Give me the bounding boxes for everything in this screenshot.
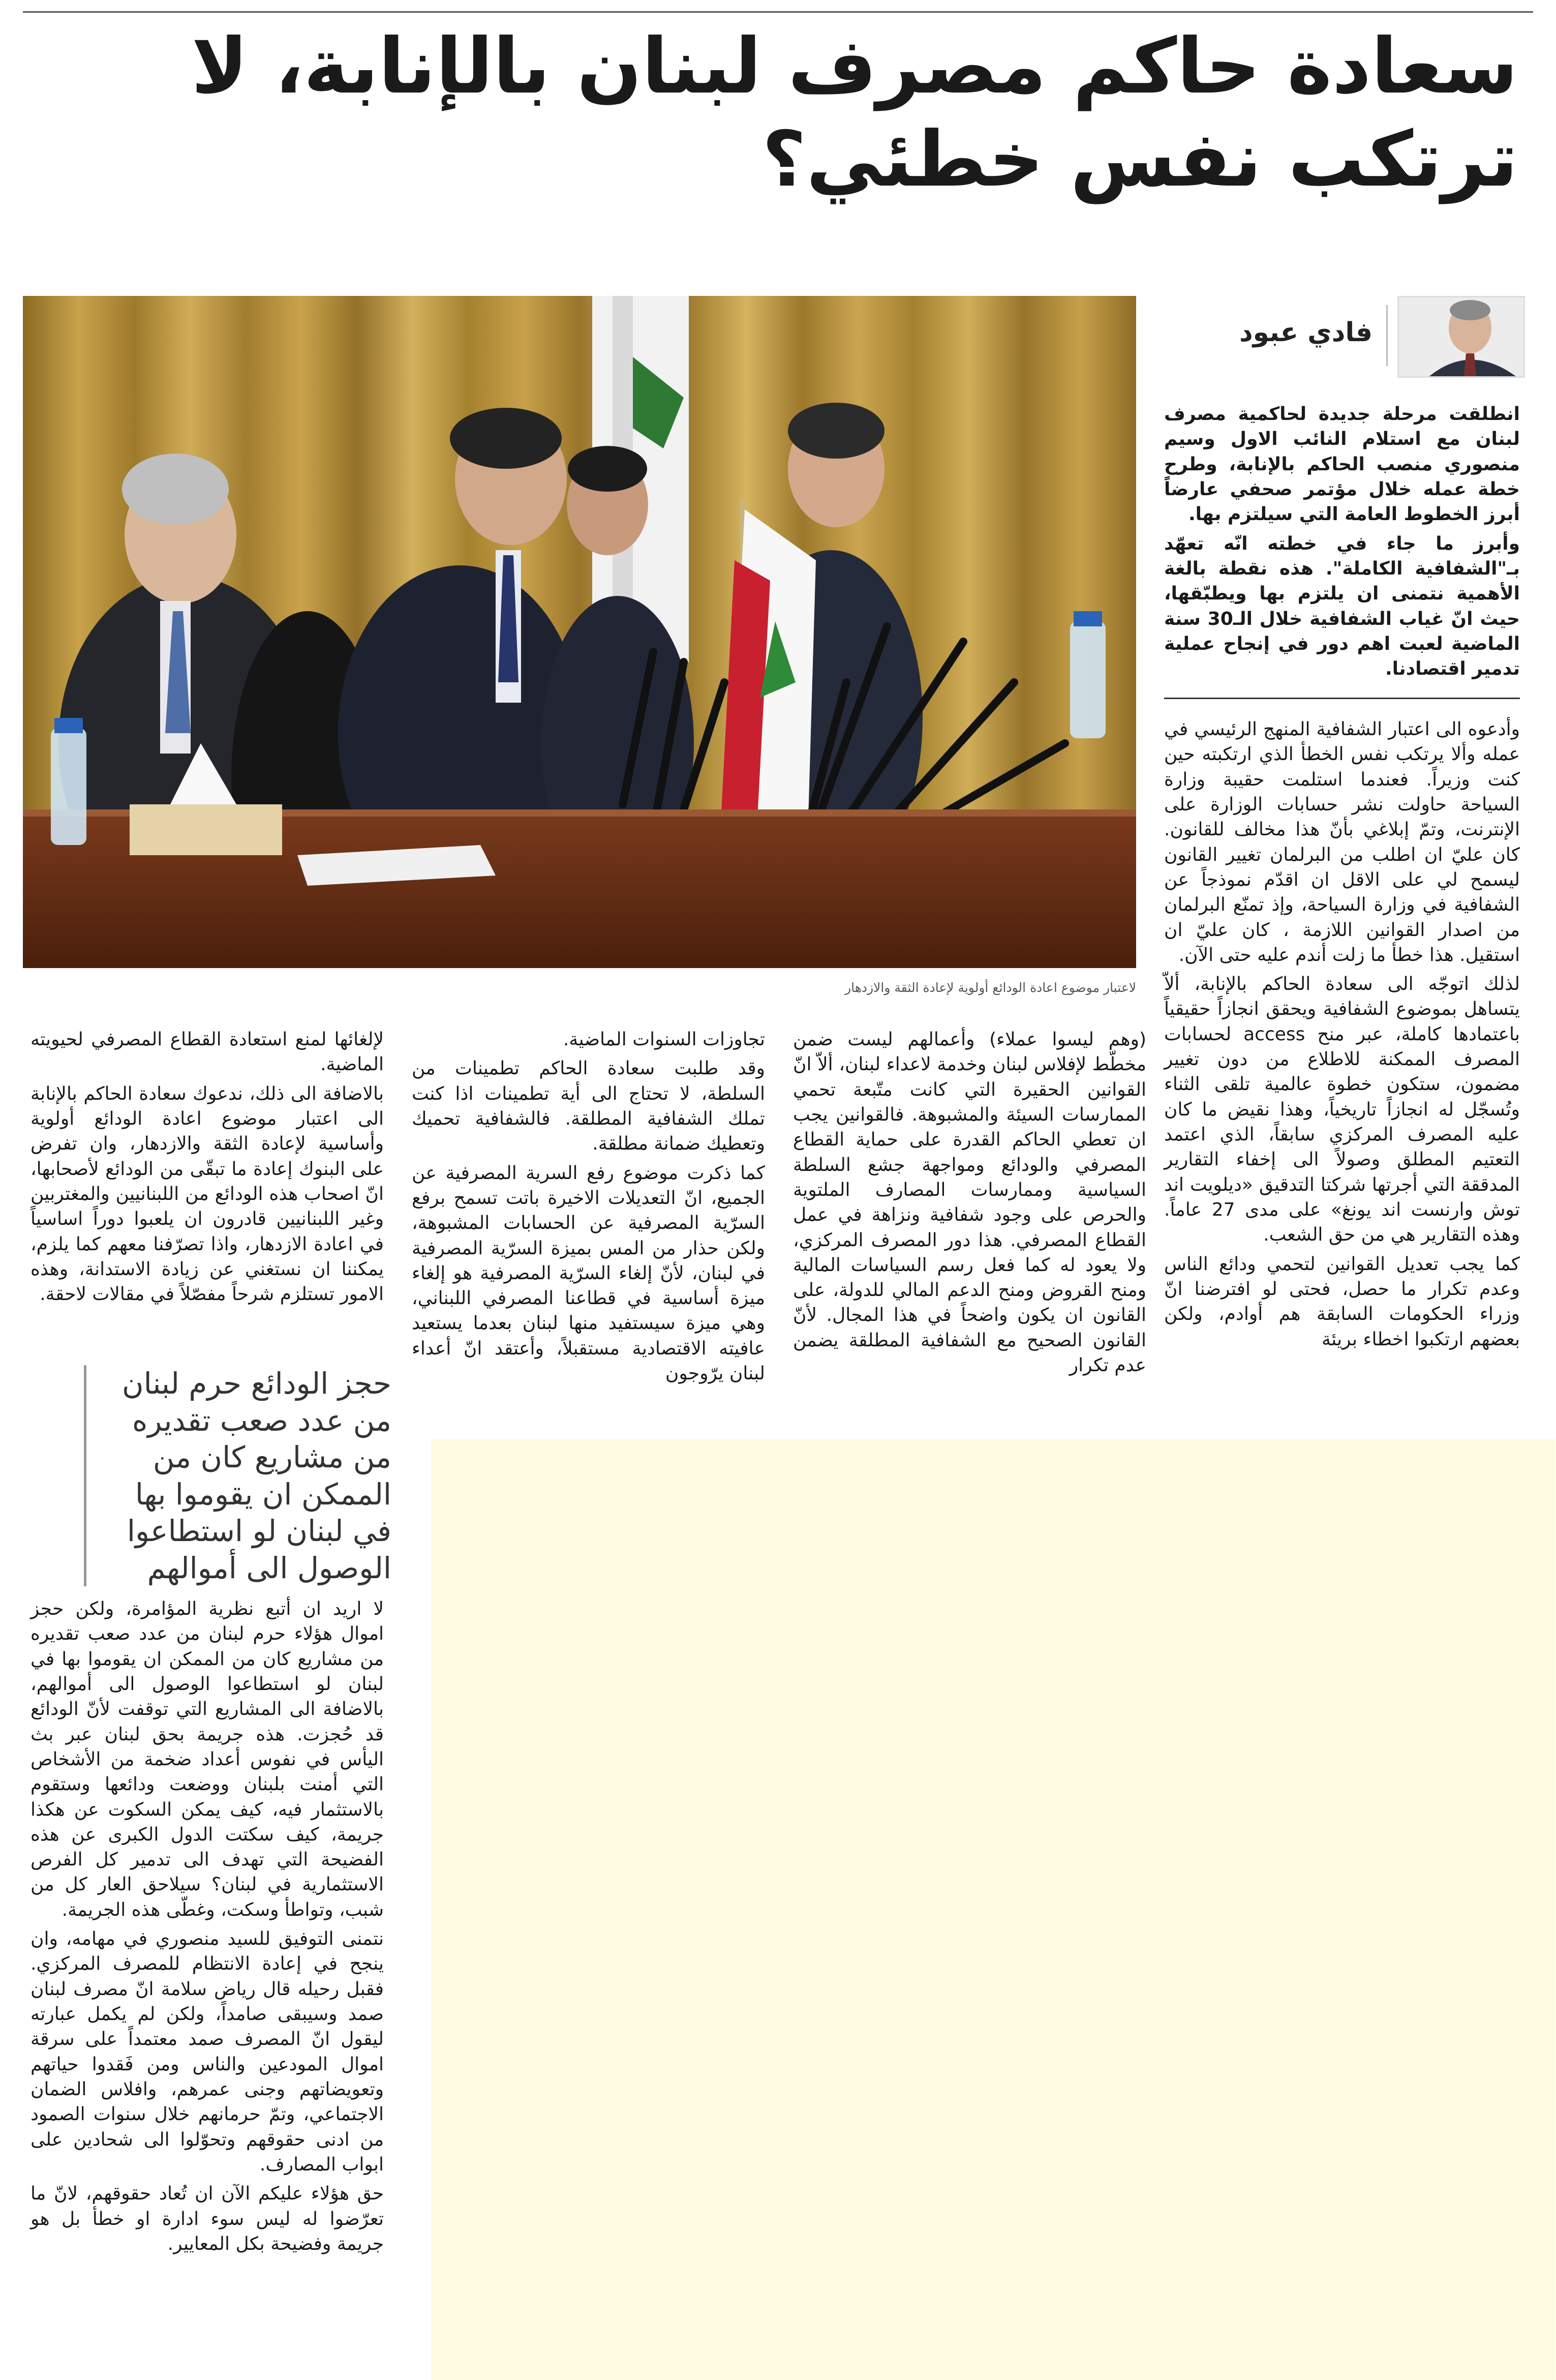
paragraph: لا اريد ان أتبع نظرية المؤامرة، ولكن حجز اموال هؤلاء حرم لبنان من عدد صعب تقديره من مشاريع كان من الممكن ان يقوموا بها في لبنان لو استطاعوا الوصول الى أموالهم، بالاضافة الى المشاريع التي توقفت لأنّ الودائع قد حُجزت. هذه جريمة بحق لبنان عبر بث اليأس في نفوس أعداد ضخمة من الأشخاص التي أمنت بلبنان ووضعت ودائعها وستقوم بالاستثمار فيه، كيف يمكن السكوت عن هكذا جريمة، كيف سكتت الدول الكبرى عن هذه الفضيحة التي تهدف الى تدمير كل الفرص الاستثمارية في لبنان؟ سيلاحق العار كل من شبب، وتواطأ وسكت، وغطّى هذه الجريمة. <box>30 1599 384 1920</box>
lead-divider <box>1164 698 1520 699</box>
paragraph: (وهم ليسوا عملاء) وأعمالهم ليست ضمن مخطّط لإفلاس لبنان وخدمة لاعداء لبنان، ألاّ انّ القوانين الحقيرة التي كانت متّبعة تحمي الممارسات السيئة والمشبوهة. فالقوانين يجب ان تعطي الحاكم القدرة على حماية القطاع المصرفي والودائع ومواجهة جشع السلطة السياسية وممارسات المصارف الملتوية والحرص على وجود شفافية ونزاهة في عمل القطاع المصرفي. هذا دور المصرف المركزي، ولا يعود له كما فعل رسم السياسات المالية ومنح القروض ومنح الدعم المالي للدولة، على القانون ان يكون واضحاً في هذا المجال. لأنّ القانون الصحيح مع الشفافية المطلقة يضمن عدم تكرار <box>793 1029 1146 1376</box>
column-mid-right <box>793 1027 1146 1382</box>
pull-quote: حجز الودائع حرم لبنان من عدد صعب تقديره من مشاريع كان من الممكن ان يقوموا بها في لبنان لو استطاعوا الوصول الى أموالهم <box>84 1365 391 1586</box>
paragraph: نتمنى التوفيق للسيد منصوري في مهامه، وان ينجح في إعادة الانتظام للمصرف المركزي. فقبل رحيله قال رياض سلامة انّ مصرف لبنان صمد وسيبقى صامداً، ولكن لم يكمل عبارته ليقول انّ المصرف صمد معتمداً على سرقة اموال المودعين والناس ومن فَقدوا حياتهم وتعويضاتهم وجنى عمرهم، وافلاس الضمان الاجتماعي، وتمّ حرمانهم خلال سنوات الصمود من ادنى حقوقهم وتحوّلوا الى شحادين على ابواب المصارف. <box>30 1929 384 2175</box>
headline: سعادة حاكم مصرف لبنان بالإنابة، لا ترتكب نفس خطئي؟ <box>191 22 1518 204</box>
paragraph: كما يجب تعديل القوانين لتحمي ودائع الناس وعدم تكرار ما حصل، فحتى لو افترضنا انّ وزراء الحكومات السابقة هم أوادم، ولكن بعضهم ارتكبوا اخطاء بريئة <box>1164 1253 1520 1350</box>
photo-caption: لاعتبار موضوع اعادة الودائع أولوية لإعادة الثقة والازدهار <box>845 980 1136 995</box>
highlight-panel <box>431 1439 1555 2380</box>
column-mid-left <box>412 1027 765 1390</box>
paragraph: لإلغائها لمنع استعادة القطاع المصرفي لحيويته الماضية. <box>30 1029 384 1075</box>
lead-paragraph <box>1164 402 1520 685</box>
author-name: فادي عبود <box>1239 317 1372 348</box>
press-conference-photo <box>23 296 1136 968</box>
paragraph: وقد طلبت سعادة الحاكم تطمينات من السلطة، لا تحتاج الى أية تطمينات اذا كنت تملك الشفافية المطلقة. فالشفافية تحميك وتعطيك ضمانة مطلقة. <box>412 1058 765 1155</box>
top-rule <box>23 11 1533 13</box>
column-right <box>1164 717 1520 1356</box>
lead-text-1: انطلقت مرحلة جديدة لحاكمية مصرف لبنان مع استلام النائب الاول وسيم منصوري منصب الحاكم بالإنابة، وطرح خطة عمله خلال مؤتمر صحفي عارضاً أبرز الخطوط العامة التي سيلتزم بها. <box>1164 404 1520 525</box>
author-photo <box>1397 296 1525 378</box>
column-left-bottom <box>30 1596 384 2261</box>
author-byline <box>1149 296 1525 377</box>
paragraph: حق هؤلاء عليكم الآن ان تُعاد حقوقهم، لانّ ما تعرّضوا له ليس سوء ادارة او خطأ بل هو جريمة وفضيحة بكل المعايير. <box>30 2183 384 2254</box>
paragraph: بالاضافة الى ذلك، ندعوك سعادة الحاكم بالإنابة الى اعتبار موضوع اعادة الودائع أولوية وأساسية لإعادة الثقة والازدهار، وان تفرض على البنوك إعادة ما تبقّى من الودائع لأصحابها، انّ اصحاب هذه الودائع من اللبنانيين والمغتربين وغير اللبنانيين قادرون ان يلعبوا دوراً اساسياً في اعادة الازدهار، واذا تصرّفنا معهم كما يلزم، يمكننا ان نستغني عن زيادة الاستدانة، وهذه الامور تستلزم شرحاً مفصّلاً في مقالات لاحقة. <box>30 1083 384 1305</box>
column-left <box>30 1027 384 1311</box>
paragraph: لذلك اتوجّه الى سعادة الحاكم بالإنابة، ألاّ يتساهل بموضوع الشفافية ويحقق انجازاً حقيقياً باعتمادها كاملة، عبر منح access لحسابات المصرف الممكنة للاطلاع من دون تغيير مضمون، ستكون خطوة عالمية تلقى الثناء وتُسجّل له انجازاً تاريخياً، وهذا نقيض ما كان عليه المصرف المركزي سابقاً، الذي اعتمد التعتيم المطلق وصولاً الى إخفاء التقارير المدققة التي أجرتها شركتا التدقيق «ديلويت اند توش وارنست اند يونغ» على مدى 27 عاماً. وهذه التقارير هي من حق الشعب. <box>1164 974 1520 1246</box>
lead-text-2: وأبرز ما جاء في خطته انّه تعهّد بـ"الشفافية الكاملة". هذه نقطة بالغة الأهمية نتمنى ان يلتزم بها ويطبّقها، حيث انّ غياب الشفافية خلال الـ30 سنة الماضية لعبت اهم دور في إنجاح عملية تدمير اقتصادنا. <box>1164 533 1520 680</box>
paragraph: تجاوزات السنوات الماضية. <box>563 1029 765 1050</box>
paragraph: كما ذكرت موضوع رفع السرية المصرفية عن الجميع، انّ التعديلات الاخيرة باتت تسمح برفع السرّية المصرفية عن الحسابات المشبوهة، ولكن حذار من المس بميزة السرّية المصرفية في لبنان، لأنّ إلغاء السرّية المصرفية هو إلغاء ميزة أساسية في قطاعنا المصرفي اللبناني، وهي ميزة سيستفيد منها لبنان بعدما يستعيد عافيته الاقتصادية مستقبلاً، وأعتقد انّ أعداء لبنان يرّوجون <box>412 1162 765 1384</box>
author-divider <box>1386 305 1388 366</box>
paragraph: وأدعوه الى اعتبار الشفافية المنهج الرئيسي في عمله وألا يرتكب نفس الخطأ الذي ارتكبته حين كنت وزيراً. فعندما استلمت حقيبة وزارة السياحة حاولت نشر حسابات الوزارة على الإنترنت، وتمّ إبلاغي بأنّ هذا مخالف للقانون. كان عليّ ان اطلب من البرلمان تغيير القانون ليسمح لي على الاقل ان اقدّم نموذجاً عن الشفافية في وزارة السياحة، وإذ تمنّع البرلمان من اصدار القوانين اللازمة ، كان عليّ ان استقيل. هذا خطأ ما زلت أندم عليه حتى الآن. <box>1164 719 1520 966</box>
